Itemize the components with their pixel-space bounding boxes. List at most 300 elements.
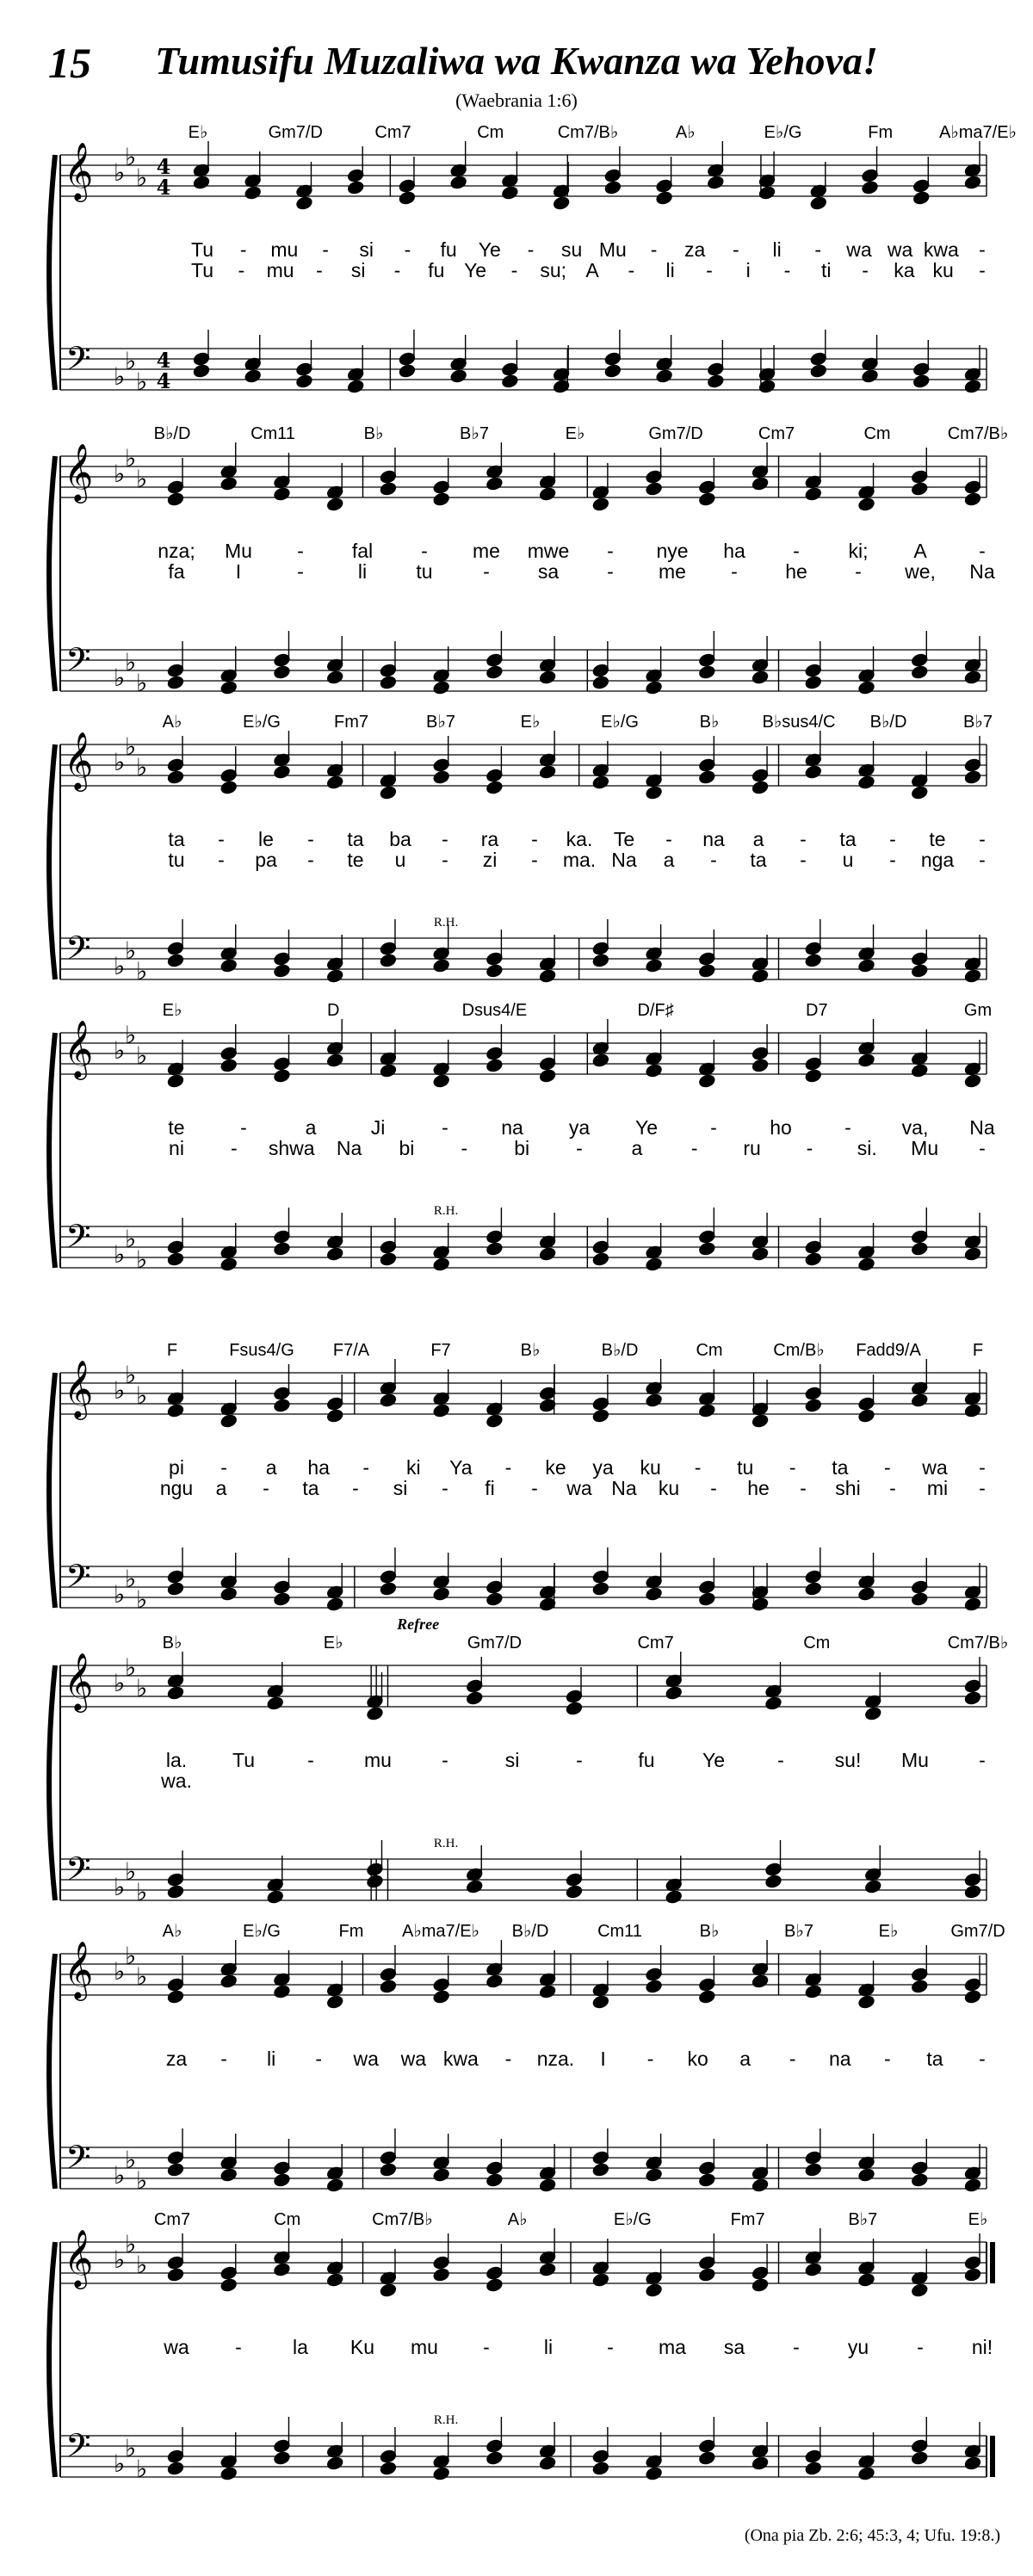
syllable-hyphen: - [442, 828, 448, 850]
notehead [646, 1257, 663, 1271]
lyric-syllable: ke [545, 1456, 566, 1479]
notehead [912, 374, 930, 388]
lyric-syllable: ki [405, 1456, 421, 1479]
notehead [433, 680, 450, 695]
lyric-syllable: nza; [158, 540, 195, 562]
right-hand-annotation: R.H. [433, 1837, 459, 1850]
time-signature: 4 [156, 348, 171, 373]
syllable-hyphen: - [855, 560, 862, 583]
syllable-hyphen: - [483, 2336, 490, 2358]
system-brace [49, 1033, 55, 1268]
notehead [592, 775, 609, 789]
flat-icon: ♭ [125, 1225, 137, 1253]
syllable-hyphen: - [263, 1477, 269, 1499]
lyric-syllable: me [659, 560, 686, 583]
syllable-hyphen: - [235, 2336, 242, 2358]
lyric-syllable: ho [770, 1116, 792, 1139]
notehead [752, 1413, 769, 1428]
syllable-hyphen: - [806, 1137, 813, 1159]
lyric-syllable: ta [839, 828, 857, 850]
notehead [964, 769, 981, 784]
lyric-syllable: tu [737, 1456, 754, 1479]
lyric-syllable: u [394, 849, 406, 871]
treble-clef-icon: 𝄞 [64, 2228, 94, 2287]
lyric-syllable: zi [482, 849, 498, 871]
notehead [861, 180, 878, 195]
lyric-syllable: ma. [562, 849, 597, 871]
notehead [486, 1974, 503, 1988]
lyric-syllable: fu [638, 1749, 655, 1771]
lyric-syllable: li [665, 259, 675, 281]
notehead [220, 680, 238, 695]
hymn-number: 15 [48, 39, 91, 87]
notehead [553, 195, 570, 210]
chord-symbol: Cm7 [637, 1634, 674, 1652]
notehead [646, 785, 663, 800]
notehead [665, 1685, 683, 1700]
notehead [964, 1690, 981, 1705]
flat-icon: ♭ [125, 143, 137, 171]
chord-symbol: Cm7/B♭ [557, 123, 619, 142]
syllable-hyphen: - [665, 828, 672, 850]
syllable-hyphen: - [316, 259, 323, 281]
lyric-syllable: ta [750, 849, 767, 871]
syllable-hyphen: - [731, 560, 738, 583]
final-barline [990, 2436, 995, 2477]
lyric-syllable: Ye [478, 238, 501, 261]
notehead [220, 2466, 238, 2480]
notehead [501, 185, 518, 200]
flat-icon: ♭ [136, 1962, 148, 1991]
flat-icon: ♭ [136, 669, 148, 697]
syllable-hyphen: - [793, 540, 800, 562]
syllable-hyphen: - [231, 1137, 238, 1159]
bass-clef-icon: 𝄢 [65, 640, 91, 687]
notehead [450, 175, 467, 189]
notehead [646, 481, 663, 496]
syllable-hyphen: - [297, 560, 304, 583]
notehead [707, 175, 724, 189]
notehead [167, 1989, 184, 2004]
flat-icon: ♭ [114, 1036, 126, 1065]
lyric-syllable: pa [255, 849, 277, 871]
notehead [433, 2167, 450, 2182]
system-1 [49, 141, 987, 394]
lyric-syllable: si [504, 1749, 520, 1771]
lyric-syllable: ya [592, 1456, 614, 1479]
notehead [857, 775, 875, 789]
lyric-syllable: A [913, 540, 927, 562]
notehead [592, 675, 609, 689]
lyric-syllable: we, [905, 560, 936, 583]
notehead [273, 486, 290, 501]
flat-icon: ♭ [114, 1240, 126, 1269]
notehead [326, 775, 343, 789]
lyric-syllable: ra [480, 828, 499, 850]
chord-symbol: B♭ [699, 713, 720, 732]
lyric-syllable: wa [353, 2048, 379, 2070]
syllable-hyphen: - [421, 540, 428, 562]
chord-symbol: Dsus4/E [461, 1001, 528, 1020]
chord-symbol: E♭ [188, 123, 208, 142]
notehead [193, 175, 210, 189]
treble-staff [60, 456, 987, 497]
notehead [366, 1706, 383, 1720]
notehead [167, 2267, 184, 2282]
notehead [273, 1068, 290, 1083]
notehead [752, 1246, 769, 1261]
notehead [466, 1690, 483, 1705]
notehead [244, 368, 262, 383]
notehead [167, 2461, 184, 2475]
notehead [486, 1591, 503, 1606]
notehead [486, 2172, 503, 2187]
notehead [347, 379, 364, 393]
notehead [698, 1073, 715, 1088]
treble-clef-icon: 𝄞 [64, 141, 94, 200]
chord-symbol: B♭7 [460, 424, 489, 443]
lyric-syllable: za [165, 2048, 188, 2070]
notehead [857, 497, 875, 511]
notehead [604, 363, 622, 378]
final-barline [990, 2242, 995, 2283]
chord-symbol: E♭/G [764, 123, 802, 142]
syllable-hyphen: - [576, 1137, 583, 1159]
chord-symbol: A♭ [675, 123, 696, 142]
syllable-hyphen: - [979, 540, 986, 562]
syllable-hyphen: - [844, 1116, 851, 1139]
notehead [646, 2466, 663, 2480]
notehead [964, 2178, 981, 2192]
notehead [857, 1408, 875, 1423]
bass-staff [60, 650, 987, 691]
notehead [486, 1241, 503, 1256]
chord-symbol: Cm [477, 123, 504, 142]
lyric-syllable: na [501, 1116, 523, 1139]
notehead [295, 195, 312, 210]
notehead [273, 2172, 290, 2187]
syllable-hyphen: - [504, 1456, 512, 1479]
syllable-hyphen: - [710, 1116, 717, 1139]
notehead [964, 379, 981, 393]
chord-symbol: D [326, 1001, 340, 1020]
notehead [220, 1257, 238, 1271]
syllable-hyphen: - [979, 1749, 986, 1771]
notehead [167, 953, 184, 967]
lyric-syllable: Na [969, 1116, 995, 1139]
notehead [220, 1586, 238, 1601]
syllable-hyphen: - [442, 1116, 448, 1139]
treble-clef-icon: 𝄞 [64, 731, 94, 789]
notehead [592, 497, 609, 511]
syllable-hyphen: - [800, 828, 807, 850]
lyric-syllable: si. [857, 1137, 877, 1159]
notehead [592, 953, 609, 967]
flat-icon: ♭ [114, 1376, 126, 1405]
chord-symbol: F [972, 1341, 984, 1360]
chord-symbol: D/F♯ [637, 1001, 674, 1020]
chord-symbol: Cm/B♭ [773, 1341, 825, 1360]
notehead [592, 1251, 609, 1266]
notehead [273, 764, 290, 779]
notehead [911, 2450, 928, 2465]
notehead [399, 190, 416, 205]
lyric-syllable: na [829, 2048, 851, 2070]
notehead [167, 1251, 184, 1266]
time-signature: 4 [156, 175, 171, 200]
bass-clef-icon: 𝄢 [65, 2426, 91, 2473]
notehead [805, 675, 822, 689]
notehead [466, 1879, 483, 1893]
chord-symbol: Cm7/B♭ [372, 2210, 433, 2229]
chord-symbol: E♭/G [243, 713, 281, 732]
syllable-hyphen: - [710, 849, 717, 871]
lyric-syllable: Mu [911, 1137, 939, 1159]
lyric-syllable: a [265, 1456, 277, 1479]
syllable-hyphen: - [733, 238, 739, 261]
syllable-hyphen: - [531, 1477, 538, 1499]
syllable-hyphen: - [979, 259, 986, 281]
syllable-hyphen: - [979, 849, 986, 871]
syllable-hyphen: - [297, 540, 304, 562]
notehead [433, 1257, 450, 1271]
notehead [698, 491, 715, 506]
notehead [380, 675, 397, 689]
lyric-syllable: kwa [923, 238, 959, 261]
syllable-hyphen: - [393, 259, 401, 281]
syllable-hyphen: - [461, 1137, 468, 1159]
notehead [167, 769, 184, 784]
chord-symbol: E♭ [162, 1001, 182, 1020]
notehead [486, 1058, 503, 1072]
lyric-syllable: li [543, 2336, 554, 2358]
lyric-syllable: Ye [702, 1749, 726, 1771]
lyric-syllable: mu [266, 259, 294, 281]
notehead [752, 968, 769, 983]
notehead [964, 2456, 981, 2470]
notehead [698, 2172, 715, 2187]
lyric-syllable: li [772, 238, 782, 261]
notehead [220, 1413, 238, 1428]
lyric-syllable: ko [687, 2048, 708, 2070]
notehead [433, 491, 450, 506]
notehead [592, 1994, 609, 2009]
notehead [244, 185, 262, 200]
chord-symbol: Cm [863, 424, 891, 443]
syllable-hyphen: - [442, 849, 448, 871]
notehead [857, 958, 875, 973]
lyric-syllable: ha [723, 540, 745, 562]
lyric-syllable: sa [537, 560, 560, 583]
chord-symbol: Fadd9/A [856, 1341, 921, 1360]
notehead [698, 664, 715, 679]
notehead [433, 1586, 450, 1601]
flat-icon: ♭ [114, 158, 126, 187]
chord-symbol: B♭7 [784, 1922, 813, 1941]
notehead [805, 2461, 822, 2475]
chord-symbol: B♭7 [963, 713, 993, 732]
notehead [273, 1591, 290, 1606]
chord-symbol: B♭ [162, 1634, 182, 1652]
lyric-syllable: ni! [971, 2336, 993, 2358]
lyric-syllable: A [585, 259, 599, 281]
lyric-syllable: Ya [449, 1456, 473, 1479]
chord-symbol: E♭ [323, 1634, 343, 1652]
flat-icon: ♭ [136, 1585, 148, 1614]
syllable-hyphen: - [576, 1749, 583, 1771]
notehead [698, 1241, 715, 1256]
lyric-syllable: za [684, 238, 706, 261]
lyric-syllable: mu [364, 1749, 392, 1771]
flat-icon: ♭ [136, 1674, 148, 1702]
notehead [167, 2162, 184, 2177]
notehead [592, 2272, 609, 2287]
notehead [592, 2461, 609, 2475]
notehead [366, 1874, 383, 1888]
notehead [964, 491, 981, 506]
lyric-syllable: Tu [232, 1749, 255, 1771]
chord-symbol: E♭ [878, 1922, 899, 1941]
lyric-syllable: ngu [159, 1477, 194, 1499]
chord-symbol: Gm7/D [950, 1922, 1005, 1941]
lyric-syllable: ka [894, 259, 915, 281]
syllable-hyphen: - [531, 828, 538, 850]
notehead [592, 2162, 609, 2177]
flat-icon: ♭ [114, 2161, 126, 2190]
chord-symbol: B♭ [520, 1341, 541, 1360]
chord-symbol: Gm7/D [467, 1634, 523, 1652]
syllable-hyphen: - [307, 828, 314, 850]
lyric-syllable: mu [411, 2336, 438, 2358]
lyric-syllable: Na [611, 849, 637, 871]
syllable-hyphen: - [307, 849, 314, 871]
chord-symbol: Fm [868, 123, 894, 142]
chord-symbol: B♭/D [601, 1341, 639, 1360]
notehead [592, 1581, 609, 1596]
lyric-syllable: Tu [191, 259, 213, 281]
chord-symbol: Cm [803, 1634, 831, 1652]
flat-icon: ♭ [114, 362, 126, 391]
lyric-syllable: Na [336, 1137, 362, 1159]
treble-staff [60, 744, 987, 786]
flat-icon: ♭ [114, 1669, 126, 1697]
chord-symbol: E♭/G [613, 2210, 652, 2229]
lyric-syllable: a [739, 2048, 752, 2070]
chord-symbol: Gm7/D [268, 123, 323, 142]
chord-symbol: B♭ [363, 424, 384, 443]
lyric-syllable: nye [656, 540, 689, 562]
lyric-syllable: ru [743, 1137, 761, 1159]
right-hand-annotation: R.H. [433, 2413, 459, 2427]
lyric-syllable: ta [832, 1456, 849, 1479]
flat-icon: ♭ [136, 957, 148, 985]
notehead [911, 785, 928, 800]
notehead [911, 1241, 928, 1256]
chord-symbol: B♭ [699, 1922, 720, 1941]
flat-icon: ♭ [136, 753, 148, 781]
notehead [167, 491, 184, 506]
lyric-syllable: ni [169, 1137, 184, 1159]
syllable-hyphen: - [979, 238, 986, 261]
notehead [964, 1989, 981, 2004]
notehead [964, 670, 981, 684]
lyric-syllable: te [168, 1116, 185, 1139]
syllable-hyphen: - [646, 2048, 654, 2070]
notehead [220, 1974, 238, 1988]
notehead [698, 2450, 715, 2465]
chord-symbol: Fm7 [730, 2210, 765, 2229]
lyric-syllable: tu [168, 849, 185, 871]
bass-staff [60, 938, 987, 979]
lyric-syllable: he [747, 1477, 770, 1499]
flat-icon: ♭ [114, 2449, 126, 2478]
notehead [752, 1058, 769, 1072]
notehead [486, 2450, 503, 2465]
chord-symbol: B♭sus4/C [762, 713, 836, 732]
notehead [167, 1403, 184, 1418]
notehead [911, 2172, 928, 2187]
flat-icon: ♭ [136, 164, 148, 192]
notehead [539, 2456, 556, 2470]
chord-symbol: Cm [274, 2210, 301, 2229]
notehead [539, 968, 556, 983]
lyric-syllable: ti [821, 259, 832, 281]
scripture-reference: (Waebrania 1:6) [455, 90, 578, 111]
lyric-syllable: i [745, 259, 751, 281]
lyric-syllable: fal [351, 540, 374, 562]
notehead [326, 1994, 343, 2009]
notehead [857, 2167, 875, 2182]
syllable-hyphen: - [527, 238, 535, 261]
lyric-syllable: Ye [634, 1116, 659, 1139]
lyric-syllable: wa [922, 1456, 948, 1479]
lyric-syllable: Mu [598, 238, 627, 261]
notehead [433, 2267, 450, 2282]
chord-symbol: Cm7/B♭ [947, 424, 1009, 443]
chord-symbol: Cm [696, 1341, 723, 1360]
lyric-syllable: ta [302, 1477, 319, 1499]
bass-clef-icon: 𝄢 [65, 1850, 91, 1896]
syllable-hyphen: - [979, 2048, 986, 2070]
lyric-syllable: wa [846, 238, 872, 261]
chord-symbol: E♭/G [601, 713, 639, 732]
flat-icon: ♭ [114, 1580, 126, 1609]
notehead [326, 1246, 343, 1261]
notehead [911, 1979, 928, 1993]
notehead [326, 1597, 343, 1611]
lyric-syllable: si [350, 259, 366, 281]
syllable-hyphen: - [800, 849, 807, 871]
syllable-hyphen: - [510, 259, 518, 281]
notehead [486, 664, 503, 679]
lyric-syllable: li [267, 2048, 276, 2070]
bass-staff [60, 2147, 987, 2189]
syllable-hyphen: - [650, 238, 658, 261]
notehead [805, 1251, 822, 1266]
notehead [267, 1696, 284, 1710]
chord-symbol: Cm7 [758, 424, 795, 443]
chord-symbol: B♭/D [869, 713, 907, 732]
notehead [810, 195, 827, 210]
syllable-hyphen: - [628, 259, 635, 281]
notehead [167, 1581, 184, 1596]
notehead [805, 764, 822, 779]
flat-icon: ♭ [125, 1361, 137, 1389]
lyric-syllable: tu [416, 560, 433, 583]
notehead [857, 680, 875, 695]
bass-staff [60, 1566, 987, 1608]
lyric-syllable: a [663, 849, 675, 871]
